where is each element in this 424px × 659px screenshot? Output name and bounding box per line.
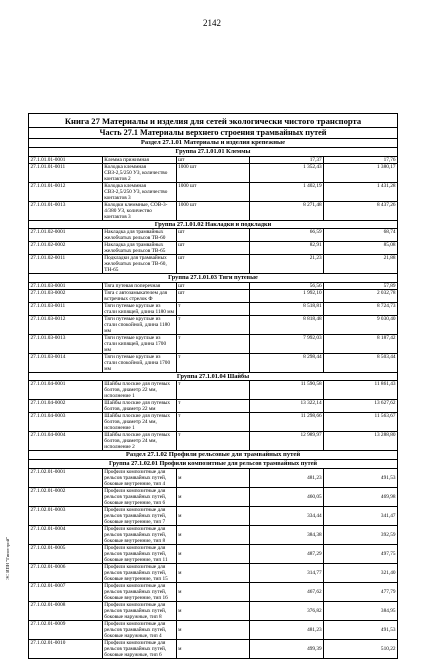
item-name: Профили композитные для рельсов трамвайных путей, боковые внутренние, тип 4: [102, 468, 176, 487]
table-row: [29, 639, 398, 658]
item-price-1: 487,29: [250, 544, 324, 563]
item-price-2: 341,47: [324, 506, 398, 525]
item-price-2: 8 503,44: [324, 353, 398, 372]
item-code: 27.1.01.04-0003: [29, 413, 103, 432]
table-row: [29, 601, 398, 620]
table-row: [29, 282, 398, 289]
item-name: Тяги путевые круглые из стали спокойной, длина 1180 мм: [102, 315, 176, 334]
item-unit: т: [176, 315, 250, 334]
item-name: Тяга с автозамыкателем для встречных стрелок Ф: [102, 289, 176, 302]
item-price-1: 66,59: [250, 229, 324, 242]
item-unit: шт: [176, 289, 250, 302]
item-code: 27.1.01.02-0002: [29, 242, 103, 255]
item-price-2: 491,53: [324, 468, 398, 487]
table-row: [29, 156, 398, 163]
section-heading-row: [29, 139, 398, 148]
item-price-1: 460,05: [250, 487, 324, 506]
item-code: 27.1.01.03-0011: [29, 302, 103, 315]
item-price-2: 491,53: [324, 620, 398, 639]
item-name: Шайбы плоские для путевых болтов, диаметр 24 мм, исполнение 1: [102, 413, 176, 432]
item-code: 27.1.02.01-0008: [29, 601, 103, 620]
table-row: [29, 468, 398, 487]
item-unit: т: [176, 413, 250, 432]
item-code: 27.1.01.02-0001: [29, 229, 103, 242]
item-code: 27.1.01.01-0013: [29, 201, 103, 220]
section-heading: Раздел 27.1.01 Материалы и изделия крепежные: [29, 139, 398, 148]
item-name: Клемма прижимная: [102, 156, 176, 163]
item-code: 27.1.01.03-0014: [29, 353, 103, 372]
item-price-1: 334,44: [250, 506, 324, 525]
item-code: 27.1.01.04-0002: [29, 400, 103, 413]
item-price-2: 13 627,62: [324, 400, 398, 413]
item-unit: м: [176, 468, 250, 487]
item-unit: шт: [176, 229, 250, 242]
item-unit: м: [176, 525, 250, 544]
item-name: Профили композитные для рельсов трамвайных путей, боковые наружные, тип 6: [102, 639, 176, 658]
table-row: [29, 201, 398, 220]
item-unit: т: [176, 353, 250, 372]
item-price-1: 314,77: [250, 563, 324, 582]
item-name: Колодки клеммные, СОВ-3-4/380 УЗ, количество контактов 3: [102, 201, 176, 220]
item-price-1: 8 518,81: [250, 302, 324, 315]
item-price-1: 21,23: [250, 255, 324, 274]
item-price-2: 1 380,17: [324, 163, 398, 182]
price-table: [28, 113, 398, 659]
item-name: Профили композитные для рельсов трамвайных путей, боковые внутренние, тип 8: [102, 525, 176, 544]
item-code: 27.1.01.01-0011: [29, 163, 103, 182]
table-row: [29, 582, 398, 601]
item-unit: м: [176, 620, 250, 639]
book-title: Книга 27 Материалы и изделия для сетей экологически чистого транспорта: [29, 114, 398, 128]
item-unit: т: [176, 334, 250, 353]
item-unit: т: [176, 400, 250, 413]
item-code: 27.1.02.01-0003: [29, 506, 103, 525]
item-price-1: 7 992,03: [250, 334, 324, 353]
item-unit: т: [176, 432, 250, 451]
group-heading-row: [29, 460, 398, 469]
table-row: [29, 302, 398, 315]
item-price-1: 376,82: [250, 601, 324, 620]
item-price-1: 481,23: [250, 468, 324, 487]
group-heading: Группа 27.1.01.01 Клеммы: [29, 148, 398, 157]
table-row: [29, 255, 398, 274]
item-unit: т: [176, 302, 250, 315]
item-name: Профили композитные для рельсов трамвайных путей, боковые внутренние, тип 15: [102, 563, 176, 582]
item-code: 27.1.02.01-0009: [29, 620, 103, 639]
item-name: Шайбы плоские для путевых болтов, диаметр 24 мм, исполнение 2: [102, 432, 176, 451]
item-price-2: 21,88: [324, 255, 398, 274]
item-name: Профили композитные для рельсов трамвайных путей, боковые наружные, тип 4: [102, 620, 176, 639]
item-price-1: 12 989,97: [250, 432, 324, 451]
item-price-2: 85,08: [324, 242, 398, 255]
item-price-2: 9 030,40: [324, 315, 398, 334]
item-name: Шайбы плоские для путевых болтов, диаметр 22 мм, исполнение 1: [102, 381, 176, 400]
table-row: [29, 163, 398, 182]
table-row: [29, 353, 398, 372]
item-price-2: 510,22: [324, 639, 398, 658]
table-row: [29, 334, 398, 353]
item-price-1: 384,38: [250, 525, 324, 544]
item-code: 27.1.01.03-0002: [29, 289, 103, 302]
page-number: 2142: [203, 18, 221, 28]
item-name: Подкладки для трамвайных желобчатых рельсов ТВ-60, ТН-65: [102, 255, 176, 274]
item-code: 27.1.01.03-0012: [29, 315, 103, 334]
group-heading: Группа 27.1.01.02 Накладки и подкладки: [29, 220, 398, 229]
item-name: Профили композитные для рельсов трамвайных путей, боковые внутренние, тип 11: [102, 544, 176, 563]
item-price-2: 8 187,42: [324, 334, 398, 353]
table-row: [29, 229, 398, 242]
item-code: 27.1.02.01-0004: [29, 525, 103, 544]
group-heading-row: [29, 274, 398, 283]
item-price-1: 17,37: [250, 156, 324, 163]
item-price-1: 82,91: [250, 242, 324, 255]
item-code: 27.1.02.01-0005: [29, 544, 103, 563]
item-price-2: 11 861,43: [324, 381, 398, 400]
item-unit: шт: [176, 156, 250, 163]
group-heading: Группа 27.1.01.04 Шайбы: [29, 372, 398, 381]
item-price-2: 17,76: [324, 156, 398, 163]
item-price-1: 8 271,48: [250, 201, 324, 220]
item-unit: м: [176, 601, 250, 620]
item-price-1: 11 298,66: [250, 413, 324, 432]
table-row: [29, 182, 398, 201]
item-price-2: 8 437,26: [324, 201, 398, 220]
table-row: [29, 315, 398, 334]
item-code: 27.1.02.01-0010: [29, 639, 103, 658]
item-code: 27.1.02.01-0002: [29, 487, 103, 506]
price-table-body: [29, 114, 398, 659]
item-price-1: 8 298,44: [250, 353, 324, 372]
item-name: Накладка для трамвайных желобчатых рельсов ТВ-60: [102, 229, 176, 242]
item-name: Тяги путевые круглые из стали спокойной, длина 1700 мм: [102, 353, 176, 372]
part-title: Часть 27.1 Материалы верхнего строения трамвайных путей: [29, 128, 398, 139]
item-unit: м: [176, 582, 250, 601]
table-row: [29, 506, 398, 525]
item-unit: шт: [176, 282, 250, 289]
item-price-1: 11 590,58: [250, 381, 324, 400]
item-price-2: 384,95: [324, 601, 398, 620]
item-price-1: 481,23: [250, 620, 324, 639]
item-name: Профили композитные для рельсов трамвайных путей, боковые внутренние, тип 16: [102, 582, 176, 601]
item-code: 27.1.01.03-0013: [29, 334, 103, 353]
table-row: [29, 289, 398, 302]
item-code: 27.1.01.04-0001: [29, 381, 103, 400]
item-price-2: 497,75: [324, 544, 398, 563]
item-price-2: 57,89: [324, 282, 398, 289]
item-code: 27.1.02.01-0001: [29, 468, 103, 487]
table-row: [29, 620, 398, 639]
item-name: Тяги путевые круглые из стали кипящей, длина 1700 мм: [102, 334, 176, 353]
item-code: 27.1.02.01-0007: [29, 582, 103, 601]
item-price-1: 467,62: [250, 582, 324, 601]
item-unit: м: [176, 639, 250, 658]
item-unit: т: [176, 381, 250, 400]
group-heading-row: [29, 148, 398, 157]
item-code: 27.1.01.01-0001: [29, 156, 103, 163]
item-code: 27.1.01.03-0001: [29, 282, 103, 289]
group-heading: Группа 27.1.02.01 Профили композитные для рельсов трамвайных путей: [29, 460, 398, 469]
table-row: [29, 242, 398, 255]
side-note: [0, 492, 10, 582]
item-code: 27.1.01.04-0004: [29, 432, 103, 451]
section-heading: Раздел 27.1.02 Профили рельсовые для трамвайных путей: [29, 451, 398, 460]
item-price-1: 1 992,10: [250, 289, 324, 302]
item-price-2: 321,40: [324, 563, 398, 582]
item-price-2: 1 431,28: [324, 182, 398, 201]
item-name: Профили композитные для рельсов трамвайных путей, боковые внутренние, тип 6: [102, 487, 176, 506]
item-name: Шайбы плоские для путевых болтов, диаметр 22 мм: [102, 400, 176, 413]
item-unit: м: [176, 544, 250, 563]
table-row: [29, 381, 398, 400]
item-price-1: 499,39: [250, 639, 324, 658]
part-title-row: [29, 128, 398, 139]
table-row: [29, 413, 398, 432]
group-heading-row: [29, 220, 398, 229]
item-price-2: 477,79: [324, 582, 398, 601]
section-heading-row: [29, 451, 398, 460]
item-unit: 1000 шт: [176, 182, 250, 201]
item-unit: 1000 шт: [176, 163, 250, 182]
item-name: Тяга путевая поперечная: [102, 282, 176, 289]
book-title-row: [29, 114, 398, 128]
item-price-2: 13 288,80: [324, 432, 398, 451]
item-code: 27.1.01.02-0011: [29, 255, 103, 274]
item-price-1: 56,56: [250, 282, 324, 289]
item-unit: шт: [176, 255, 250, 274]
item-price-1: 1 402,19: [250, 182, 324, 201]
item-price-2: 392,59: [324, 525, 398, 544]
item-unit: м: [176, 506, 250, 525]
item-name: Накладка для трамвайных желобчатых рельсов ТВ-65: [102, 242, 176, 255]
item-unit: м: [176, 487, 250, 506]
table-row: [29, 525, 398, 544]
table-row: [29, 563, 398, 582]
item-unit: 1000 шт: [176, 201, 250, 220]
item-price-2: 68,74: [324, 229, 398, 242]
table-row: [29, 487, 398, 506]
table-row: [29, 544, 398, 563]
item-price-1: 13 322,14: [250, 400, 324, 413]
item-name: Профили композитные для рельсов трамвайных путей, боковые наружные, тип 8: [102, 601, 176, 620]
item-code: 27.1.02.01-0006: [29, 563, 103, 582]
item-price-2: 11 563,67: [324, 413, 398, 432]
item-price-2: 2 032,78: [324, 289, 398, 302]
item-price-1: 8 818,48: [250, 315, 324, 334]
table-row: [29, 432, 398, 451]
item-price-2: 469,98: [324, 487, 398, 506]
item-name: Колодка клеммная СВЗ-2,5/250 УЗ, количество контактов 3: [102, 182, 176, 201]
group-heading: Группа 27.1.01.03 Тяги путевые: [29, 274, 398, 283]
side-note-text: ЭС ИПН "Гипострой": [5, 536, 10, 580]
item-unit: шт: [176, 242, 250, 255]
item-code: 27.1.01.01-0012: [29, 182, 103, 201]
group-heading-row: [29, 372, 398, 381]
item-price-2: 8 724,73: [324, 302, 398, 315]
item-name: Профили композитные для рельсов трамвайных путей, боковые внутренние, тип 7: [102, 506, 176, 525]
table-row: [29, 400, 398, 413]
item-name: Тяги путевые круглые из стали кипящей, длина 1180 мм: [102, 302, 176, 315]
item-unit: м: [176, 563, 250, 582]
item-price-1: 1 352,43: [250, 163, 324, 182]
item-name: Колодка клеммная СВЗ-2,5/250 УЗ, количество контактов 2: [102, 163, 176, 182]
